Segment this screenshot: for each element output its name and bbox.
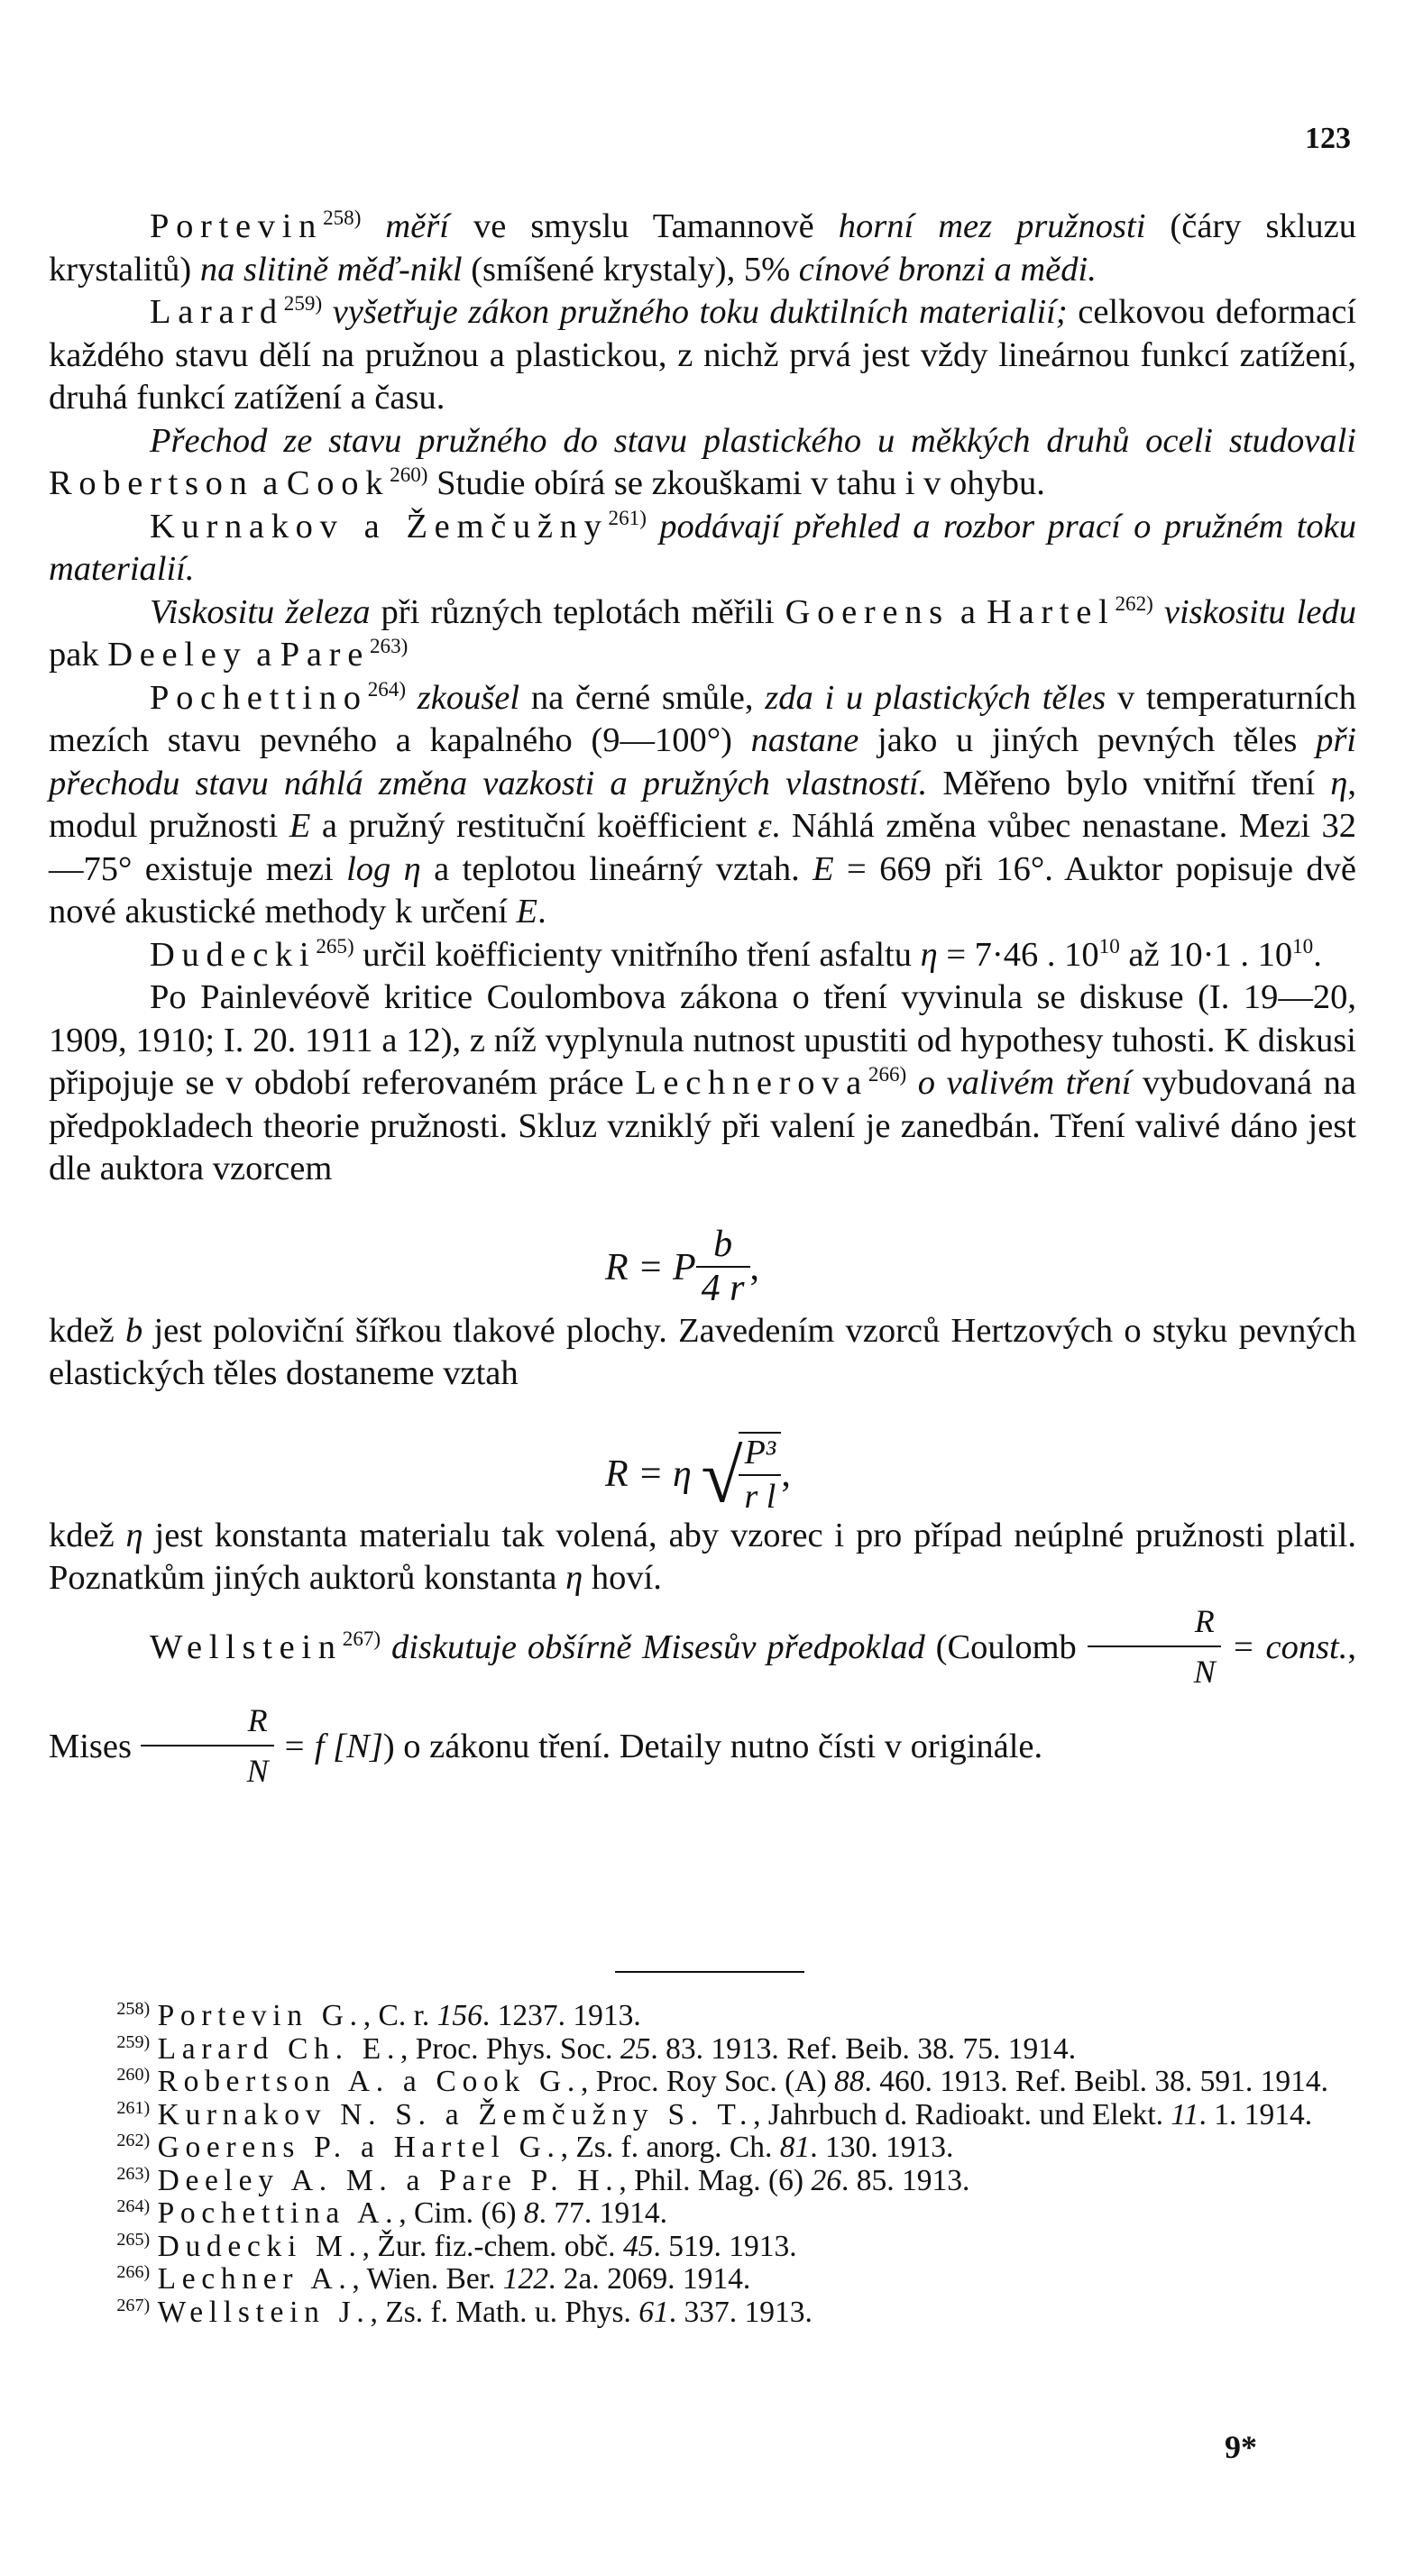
footnote: $^{264)}$ Pochettina A., Cim. (6) 8. 77. 1914. [116, 2196, 667, 2230]
formula-hertz: R = η √ $\frac{\text{P³}}{\text{r l}}$ , [49, 1405, 1356, 1506]
paragraph-kurnakov: Kurnakov a Žemčužny$^{261)}$ podávají přehled a rozbor prací o pružném toku materialií. [49, 505, 1356, 588]
footnote: $^{263)}$ Deeley A. M. a Pare P. H., Phil. Mag. (6) 26. 85. 1913. [116, 2163, 970, 2197]
footnote: $^{260)}$ Robertson A. a Cook G., Proc. Roy Soc. (A) 88. 460. 1913. Ref. Beibl. 38. 591. 1914. [116, 2064, 1329, 2098]
paragraph-pochettino: Pochettino$^{264)}$ zkoušel na černé smůle, zda i u plastických těles v temperaturních mezích stavu pevného a kapalného (9—100°) nastane jako u jiných pevných těles při přechodu stavu náhlá změna vazkosti a pružných vlastností. Měřeno bylo vnitřní tření η, modul pružnosti E a pružný restituční koëfficient ε. Náhlá změna vůbec nenastane. Mezi 32—75° existuje mezi log η a teplotou lineárný vztah. E = 669 při 16°. Auktor popisuje dvě nové akustické methody k určení E. [49, 676, 1357, 930]
paragraph-painleve: Po Painlevéově kritice Coulombova zákona o tření vyvinula se diskuse (I. 19—20, 1909, 1910; I. 20. 1911 a 12), z níž vyplynula nutnost upustiti od hypothesy tuhosti. K diskusi připojuje se v období referovaném práce Lechnerova$^{266)}$ o valivém tření vybudovaná na předpokladech theorie pružnosti. Skluz vzniklý při valení je zanedbán. Tření valivé dáno jest dle auktora vzorcem [49, 978, 1356, 1187]
paragraph-kdez-eta: kdež η jest konstanta materialu tak volená, aby vzorec i pro případ neúplné pružnosti platil. Poznatkům jiných auktorů konstanta η hoví. [49, 1516, 1356, 1597]
paragraph-larard: Larard$^{259)}$ vyšetřuje zákon pružného toku duktilních materialií; celkovou deformací každého stavu dělí na pružnou a plastickou, z nichž prvá jest vždy lineárnou funkcí zatížení, druhá funkcí zatížení a času. [49, 291, 1356, 417]
page-number: 123 [1305, 122, 1351, 155]
footnote: $^{258)}$ Portevin G., C. r. 156. 1237. 1913. [116, 1998, 641, 2032]
paragraph-wellstein: Wellstein$^{267)}$ diskutuje obšírně Misesův předpoklad (Coulomb $\frac{R}{N}$ = const., Mises $\frac{R}{N}$ = f [N]) o zákonu tření. Detaily nutno čísti v originále. [49, 1600, 1356, 1799]
signature-mark: 9* [1225, 2429, 1257, 2465]
footnote: $^{259)}$ Larard Ch. E., Proc. Phys. Soc. 25. 83. 1913. Ref. Beib. 38. 75. 1914. [116, 2031, 1077, 2066]
footnote: $^{267)}$ Wellstein J., Zs. f. Math. u. Phys. 61. 337. 1913. [116, 2295, 813, 2329]
paragraph-viskositu: Viskositu železa při různých teplotách měřili Goerens a Hartel$^{262)}$ viskositu ledu pak Deeley a Pare$^{263)}$ [49, 591, 1356, 674]
paragraph-robertson: Přechod ze stavu pružného do stavu plastického u měkkých druhů oceli studovali Robertson a Cook$^{260)}$ Studie obírá se zkouškami v tahu i v ohybu. [49, 421, 1356, 502]
formula-fraction: $\frac{b}{4 r}$ [696, 1224, 750, 1311]
square-root: √ $\frac{\text{P³}}{\text{r l}}$ [701, 1432, 781, 1523]
footnotes [49, 2000, 1338, 2329]
footnote: $^{266)}$ Lechner A., Wien. Ber. 122. 2a. 2069. 1914. [116, 2261, 751, 2296]
paragraph-kdez-b: kdež b jest poloviční šířkou tlakové plochy. Zavedením vzorců Hertzových o styku pevných elastických těles dostaneme vztah [49, 1311, 1356, 1392]
footnote-divider [615, 1971, 804, 1973]
footnote: $^{261)}$ Kurnakov N. S. a Žemčužny S. T., Jahrbuch d. Radioakt. und Elekt. 11. 1. 1914. [116, 2097, 1313, 2131]
paragraph-dudecki: Dudecki$^{265)}$ určil koëfficienty vnitřního tření asfaltu η = 7·46 . $10^{10}$ až 10·1 . $10^{10}$. [150, 933, 1322, 974]
footnote: $^{262)}$ Goerens P. a Hartel G., Zs. f. anorg. Ch. 81. 130. 1913. [116, 2130, 954, 2164]
paragraph-portevin: Portevin$^{258)}$ měří ve smyslu Tamannově horní mez pružnosti (čáry skluzu krystalitů) na slitině měď-nikl (smíšené krystaly), 5% cínové bronzi a mědi. [49, 206, 1356, 289]
body-text [49, 206, 1356, 1799]
footnote: $^{265)}$ Dudecki M., Žur. fiz.-chem. obč. 45. 519. 1913. [116, 2229, 797, 2263]
formula-rolling-friction: R = P $\frac{b}{4 r}$ , [605, 1223, 760, 1309]
